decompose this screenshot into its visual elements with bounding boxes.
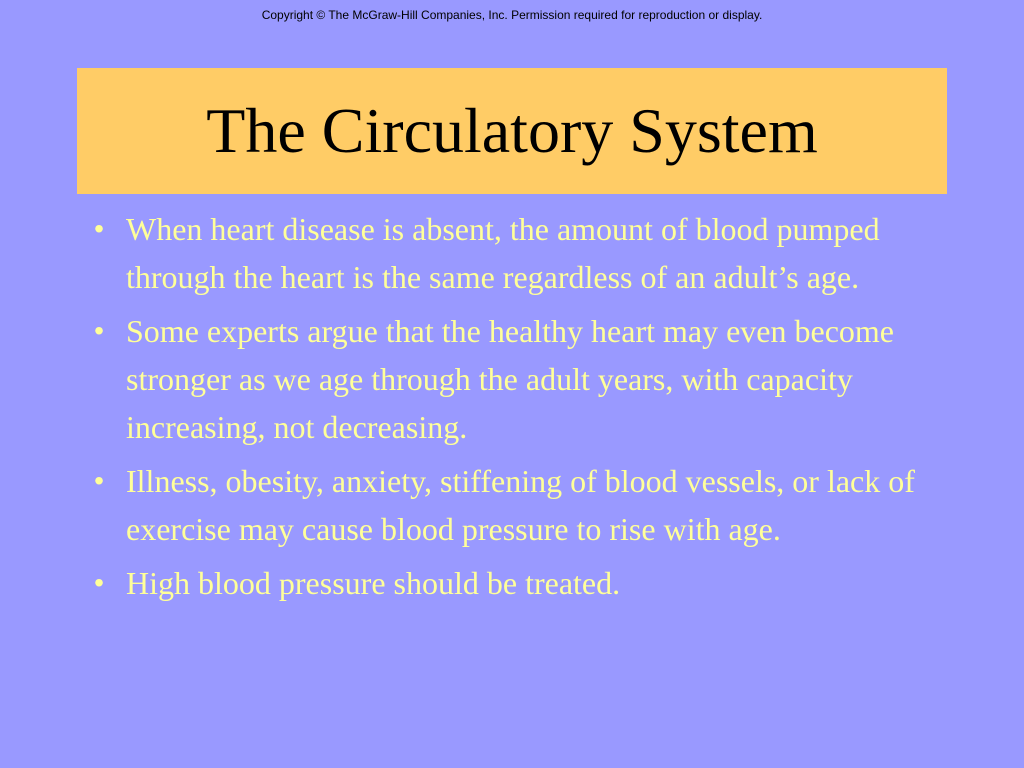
bullet-marker-icon: • [94, 567, 104, 598]
bullet-item [84, 559, 944, 607]
bullet-marker-icon: • [94, 213, 104, 244]
slide-title: The Circulatory System [206, 95, 818, 166]
bullet-marker-icon: • [94, 315, 104, 346]
bullet-text: Some experts argue that the healthy heart may even become stronger as we age through the adult years, with capacity increasing, not decreasing. [126, 313, 894, 445]
title-banner [77, 68, 947, 194]
bullet-text: When heart disease is absent, the amount of blood pumped through the heart is the same regardless of an adult’s age. [126, 211, 880, 295]
bullet-item [84, 205, 944, 301]
bullet-item [84, 307, 944, 451]
bullet-list [84, 205, 944, 613]
copyright-notice: Copyright © The McGraw-Hill Companies, Inc. Permission required for reproduction or display. [261, 8, 763, 22]
bullet-text: Illness, obesity, anxiety, stiffening of blood vessels, or lack of exercise may cause blood pressure to rise with age. [126, 463, 915, 547]
bullet-text: High blood pressure should be treated. [126, 565, 621, 601]
bullet-item [84, 457, 944, 553]
bullet-marker-icon: • [94, 465, 104, 496]
